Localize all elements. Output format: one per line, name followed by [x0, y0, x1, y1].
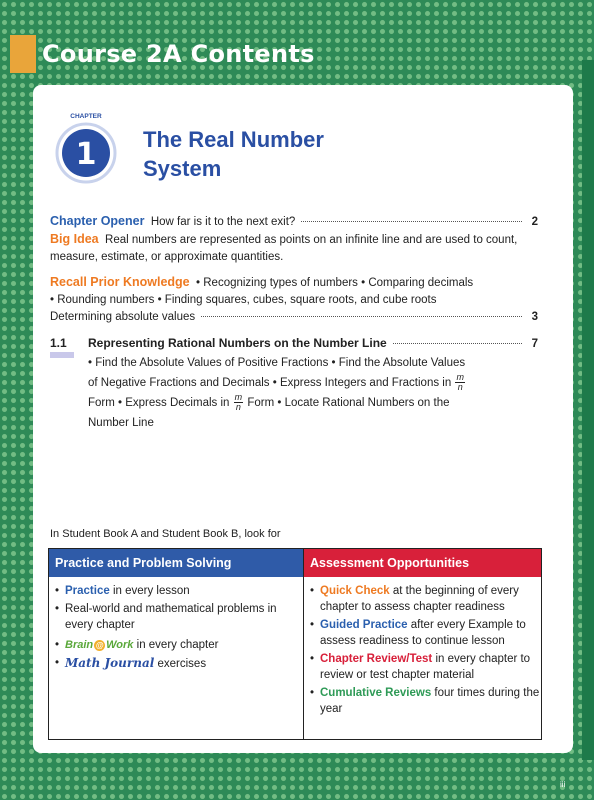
chapter-badge — [55, 109, 117, 187]
contents-panel — [33, 85, 573, 753]
big-idea-text: Real numbers are represented as points on an infinite line and are used to count, measure, estimate, or approximate quantities. — [50, 234, 518, 263]
practice-column — [49, 549, 304, 739]
list-item: • Quick Check at the beginning of every chapter to assess chapter readiness — [310, 583, 541, 615]
chapter-title — [143, 125, 324, 183]
table-of-contents — [50, 213, 538, 433]
brain-work-logo: Brain @ Work — [65, 639, 134, 651]
list-item: • Chapter Review/Test in every chapter to review or test chapter material — [310, 651, 541, 683]
lesson-line1: • Find the Absolute Values of Positive Fractions • Find the Absolute Values — [88, 357, 466, 369]
fraction-m-over-n: $\frac{m}{n}$ — [234, 392, 243, 413]
recall-line3: Determining absolute values — [50, 311, 196, 323]
leader-dots — [393, 343, 522, 344]
practice-header: Practice and Problem Solving — [49, 549, 303, 577]
chapter-title-line2: System — [143, 156, 222, 181]
lesson-title: Representing Rational Numbers on the Number Line — [88, 336, 387, 350]
page-ref: 7 — [531, 338, 538, 350]
features-box — [48, 548, 542, 740]
toc-entry-recall — [50, 274, 538, 326]
chapter-opener-label: Chapter Opener — [50, 214, 145, 228]
list-item: • Math Journal exercises — [55, 655, 303, 672]
brain-at-icon: @ — [95, 640, 104, 650]
page-ref: 3 — [531, 311, 538, 323]
fraction-m-over-n: $\frac{m}{n}$ — [456, 372, 464, 393]
math-journal-logo: Math Journal — [65, 656, 155, 670]
lesson-topics — [88, 353, 538, 433]
lesson-number: 1.1 — [50, 336, 67, 350]
right-edge-strip — [582, 60, 594, 760]
list-item: • Real-world and mathematical problems in every chapter — [55, 601, 303, 633]
intro-text: In Student Book A and Student Book B, look for — [50, 528, 281, 540]
chapter-label: CHAPTER — [70, 113, 102, 120]
page-ref: 2 — [531, 216, 538, 228]
lesson-line4: Number Line — [88, 417, 154, 429]
big-idea-label: Big Idea — [50, 232, 99, 246]
page-title: Course 2A Contents — [42, 40, 315, 68]
chapter-title-line1: The Real Number — [143, 127, 324, 152]
chapter-opener-text: How far is it to the next exit? — [150, 216, 296, 228]
leader-dots — [201, 316, 522, 317]
toc-entry-opener — [50, 213, 538, 231]
assessment-column — [304, 549, 541, 739]
list-item: • Practice in every lesson — [55, 583, 303, 599]
recall-line1: • Recognizing types of numbers • Comparing decimals — [196, 277, 474, 289]
lesson-line3a: Form • Express Decimals in — [88, 397, 230, 409]
lesson-line2: of Negative Fractions and Decimals • Express Integers and Fractions in — [88, 377, 452, 389]
lesson-marker — [50, 352, 74, 358]
leader-dots — [301, 221, 522, 222]
lesson-line3b: Form • Locate Rational Numbers on the — [247, 397, 450, 409]
page-number: iii — [560, 780, 566, 789]
recall-label: Recall Prior Knowledge — [50, 275, 190, 289]
toc-entry-big-idea — [50, 231, 538, 266]
toc-entry-lesson-1-1 — [50, 335, 538, 433]
header-tab — [10, 35, 36, 73]
chapter-number: 1 — [75, 137, 97, 172]
assessment-header: Assessment Opportunities — [304, 549, 541, 577]
list-item: • Brain @ Work in every chapter — [55, 637, 303, 653]
list-item: • Guided Practice after every Example to assess readiness to continue lesson — [310, 617, 541, 649]
recall-line2: • Rounding numbers • Finding squares, cubes, square roots, and cube roots — [50, 294, 437, 306]
list-item: • Cumulative Reviews four times during the year — [310, 685, 541, 717]
